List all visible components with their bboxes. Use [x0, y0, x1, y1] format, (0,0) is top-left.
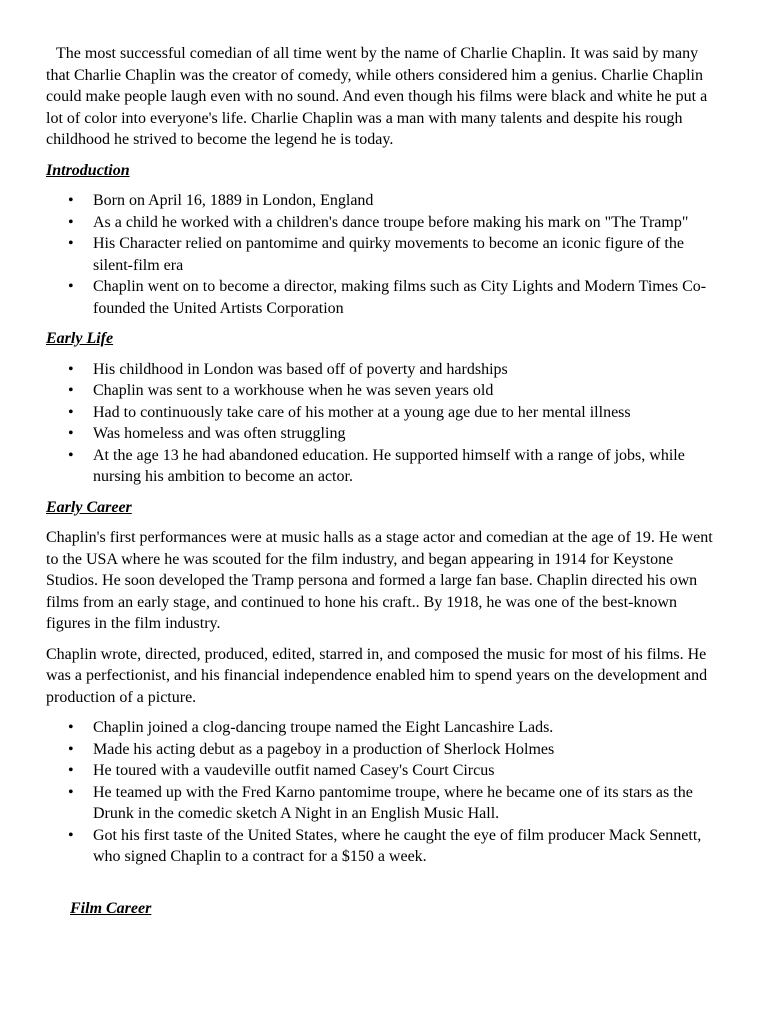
heading-early-life: Early Life: [46, 330, 114, 347]
heading-film-career: Film Career: [70, 899, 152, 917]
list-item: • Got his first taste of the United States, where he caught the eye of film producer Mack Sennett, who signed Chaplin to a contract for a $150 a week.: [46, 825, 722, 868]
list-item: • Had to continuously take care of his mother at a young age due to her mental illness: [46, 402, 722, 424]
introduction-list: [46, 190, 722, 319]
list-item: • Born on April 16, 1889 in London, England: [46, 190, 722, 212]
list-item: • Chaplin went on to become a director, making films such as City Lights and Modern Times Co-founded the United Artists Corporation: [46, 276, 722, 319]
list-item: • Was homeless and was often struggling: [46, 423, 722, 445]
list-item: • He toured with a vaudeville outfit named Casey's Court Circus: [46, 760, 722, 782]
early-career-paragraph: Chaplin's first performances were at music halls as a stage actor and comedian at the age of 19. He went to the USA where he was scouted for the film industry, and began appearing in 1914 for Keystone Studios. He soon developed the Tramp persona and formed a large fan base. Chaplin directed his own films from an early stage, and continued to hone his craft.. By 1918, he was one of the best-known figures in the film industry.: [46, 529, 713, 632]
list-item: • Chaplin was sent to a workhouse when he was seven years old: [46, 380, 722, 402]
early-career-paragraph: Chaplin wrote, directed, produced, edited, starred in, and composed the music for most of his films. He was a perfectionist, and his financial independence enabled him to spend years on the development and production of a picture.: [46, 645, 708, 706]
list-item: • He teamed up with the Fred Karno pantomime troupe, where he became one of its stars as the Drunk in the comedic sketch A Night in an English Music Hall.: [46, 782, 722, 825]
list-item: • Made his acting debut as a pageboy in a production of Sherlock Holmes: [46, 739, 722, 761]
list-item: • As a child he worked with a children's dance troupe before making his mark on "The Tramp": [46, 212, 722, 234]
heading-early-career: Early Career: [46, 498, 132, 516]
heading-introduction: Introduction: [46, 161, 130, 179]
intro-paragraph: The most successful comedian of all time went by the name of Charlie Chaplin. It was said by many that Charlie Chaplin was the creator of comedy, while others considered him a genius. Charlie Chaplin could make people laugh even with no sound. And even though his films were black and white he put a lot of color into everyone's life. Charlie Chaplin was a man with many talents and despite his rough childhood he strived to become the legend he is today.: [46, 45, 708, 148]
list-item: • Chaplin joined a clog-dancing troupe named the Eight Lancashire Lads.: [46, 717, 722, 739]
list-item: • At the age 13 he had abandoned education. He supported himself with a range of jobs, while nursing his ambition to become an actor.: [46, 445, 722, 488]
early-career-list: [46, 717, 722, 868]
list-item: • His childhood in London was based off of poverty and hardships: [46, 359, 722, 381]
early-life-list: [46, 359, 722, 488]
list-item: • His Character relied on pantomime and quirky movements to become an iconic figure of the silent-film era: [46, 233, 722, 276]
